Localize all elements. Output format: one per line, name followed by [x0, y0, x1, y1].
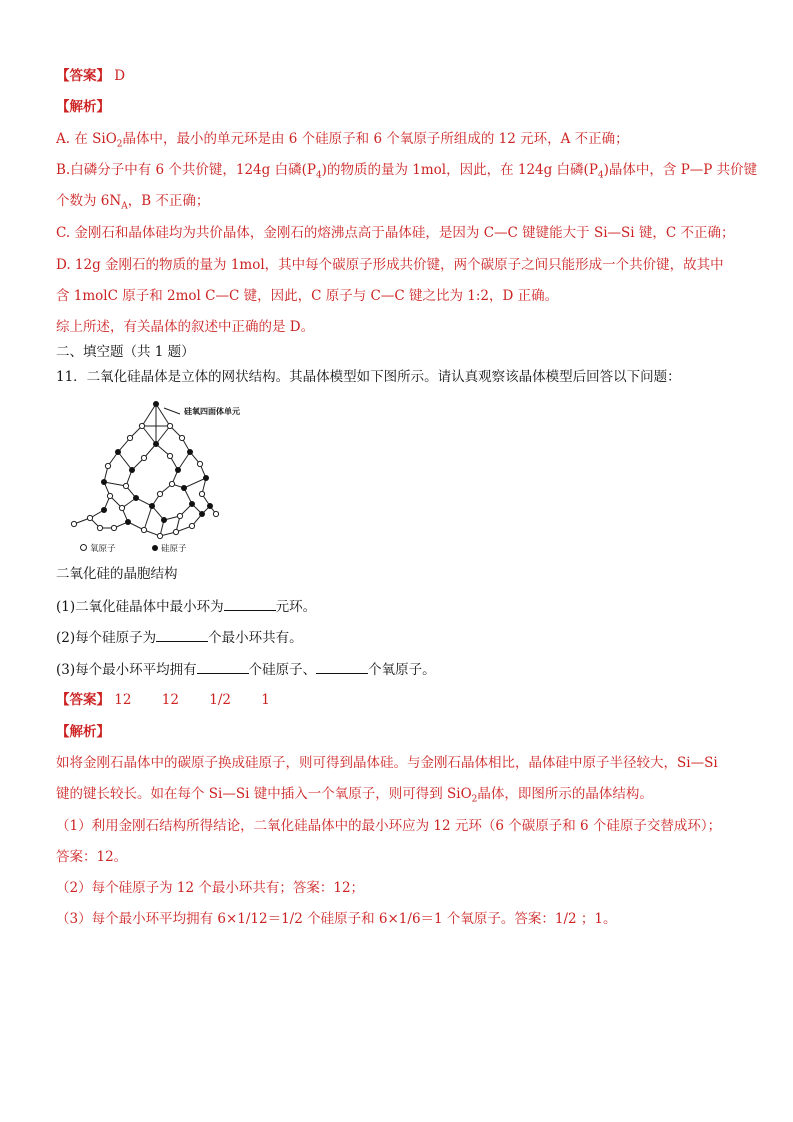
q11-explanation-2: 键的键长较长。如在每个 Si—Si 键中插入一个氧原子，则可得到 SiO$_2$晶体，即图所示的晶体结构。 [56, 786, 653, 805]
explanation-summary: 综上所述，有关晶体的叙述中正确的是 D。 [56, 319, 315, 335]
figure-label-unit: 硅氧四面体单元 [184, 406, 240, 416]
blank-2[interactable] [156, 627, 208, 642]
figure-caption: 二氧化硅的晶胞结构 [56, 566, 178, 582]
explanation-a: A. 在 SiO$_2$晶体中，最小的单元环是由 6 个硅原子和 6 个氧原子所组成的 12 元环，A 不正确； [56, 131, 629, 150]
answer-tag: 【答案】 [56, 692, 110, 708]
explanation-d-line1: D. 12g 金刚石的物质的量为 1mol，其中每个碳原子形成共价键，两个碳原子之间只能形成一个共价键，故其中 [56, 257, 724, 273]
analysis-tag-q11: 【解析】 [56, 724, 110, 740]
answer-row-q11 [56, 690, 270, 710]
explanation-b-line1: B.白磷分子中有 6 个共价键，124g 白磷$(P_4)$的物质的量为 1mol，因此，在 124g 白磷$(P_4)$晶体中，含 P—P 共价键 [56, 162, 758, 181]
q11-explanation-6: （3）每个最小环平均拥有 6×1/12＝1/2 个硅原子和 6×1/6＝1 个氧原子。答案：1/2 ；1。 [56, 911, 617, 927]
blank-3a[interactable] [197, 659, 249, 674]
sio2-crystal-figure [60, 396, 240, 556]
question-stem: 11．二氧化硅晶体是立体的网状结构。其晶体模型如下图所示。请认真观察该晶体模型后回答以下问题： [56, 369, 681, 385]
answer-value-3: 1/2 [209, 692, 231, 708]
explanation-c: C. 金刚石和晶体硅均为共价晶体，金刚石的熔沸点高于晶体硅，是因为 C—C 键键能大于 Si—Si 键，C 不正确； [56, 225, 735, 241]
oxygen-marker-icon [80, 544, 87, 551]
question-part-3: (3)每个最小环平均拥有 个硅原子、 个氧原子。 [56, 659, 436, 680]
blank-1[interactable] [224, 596, 276, 611]
crystal-lattice-diagram [60, 396, 220, 556]
answer-row-prev [56, 66, 125, 86]
q11-explanation-1: 如将金刚石晶体中的碳原子换成硅原子，则可得到晶体硅。与金刚石晶体相比，晶体硅中原子半径较大，Si—Si [56, 755, 718, 771]
legend-silicon: 硅原子 [152, 542, 187, 554]
explanation-d-line2: 含 1molC 原子和 2mol C—C 键，因此，C 原子与 C—C 键之比为 1:2，D 正确。 [56, 288, 559, 304]
question-part-1: (1)二氧化硅晶体中最小环为 元环。 [56, 596, 316, 617]
legend-oxygen: 氧原子 [80, 542, 116, 554]
blank-3b[interactable] [316, 659, 368, 674]
answer-tag: 【答案】 [56, 68, 110, 84]
q11-explanation-3: （1）利用金刚石结构所得结论，二氧化硅晶体中的最小环应为 12 元环（6 个碳原子和 6 个硅原子交替成环）； [56, 818, 722, 834]
answer-value-1: 12 [114, 692, 132, 708]
section-title: 二、填空题（共 1 题） [56, 344, 195, 360]
silicon-marker-icon [152, 545, 158, 551]
analysis-tag-prev: 【解析】 [56, 99, 110, 115]
question-part-2: (2)每个硅原子为 个最小环共有。 [56, 627, 303, 648]
q11-explanation-5: （2）每个硅原子为 12 个最小环共有；答案：12； [56, 880, 365, 896]
answer-value: D [114, 68, 126, 84]
answer-value-4: 1 [261, 692, 270, 708]
answer-value-2: 12 [161, 692, 179, 708]
explanation-b-line2: 个数为 $6N_A$，B 不正确； [56, 193, 210, 212]
q11-explanation-4: 答案：12。 [56, 849, 128, 865]
